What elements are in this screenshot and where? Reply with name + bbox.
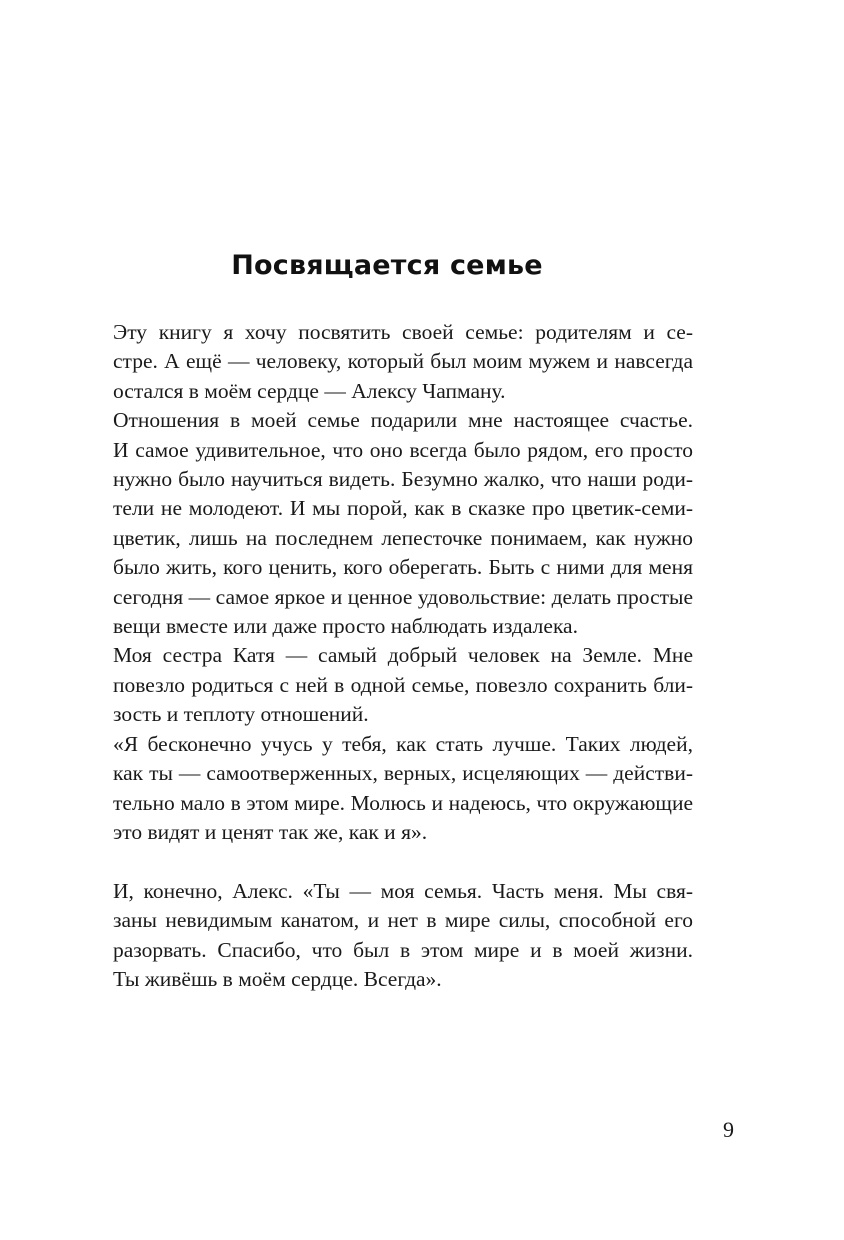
paragraph-sister xyxy=(83,641,693,729)
page-number: 9 xyxy=(723,1117,734,1142)
text-line: Ты живёшь в моём сердце. Всегда». xyxy=(113,966,442,991)
dedication-title: Посвящается семье xyxy=(231,250,543,281)
text-line: заны невидимым канатом, и нет в мире силы, способной его xyxy=(113,908,693,933)
text-line: стре. А ещё — человеку, который был моим мужем и навсегда xyxy=(113,349,693,374)
text-line: остался в моём сердце — Алексу Чапману. xyxy=(113,378,506,403)
text-line: было жить, кого ценить, кого оберегать. Быть с ними для меня xyxy=(113,555,693,580)
text-line: тели не молодеют. И мы порой, как в сказке про цветик-семи- xyxy=(113,496,693,521)
text-line: Моя сестра Катя — самый добрый человек на Земле. Мне xyxy=(113,643,693,668)
paragraph-alex xyxy=(83,877,693,995)
paragraph-relations xyxy=(83,406,693,641)
text-line: как ты — самоотверженных, верных, исцеляющих — действи- xyxy=(113,761,693,786)
text-line: цветик, лишь на последнем лепесточке понимаем, как нужно xyxy=(113,525,693,550)
text-line: Отношения в моей семье подарили мне настоящее счастье. xyxy=(113,408,693,433)
text-line: Эту книгу я хочу посвятить своей семье: родителям и се- xyxy=(113,320,693,344)
text-line: И, конечно, Алекс. «Ты — моя семья. Часть меня. Мы свя- xyxy=(113,878,693,903)
text-line: сегодня — самое яркое и ценное удовольствие: делать простые xyxy=(113,584,693,609)
text-line: это видят и ценят так же, как и я». xyxy=(113,819,428,844)
paragraph-family xyxy=(83,318,693,406)
text-line: зость и теплоту отношений. xyxy=(113,702,369,727)
text-line: «Я бесконечно учусь у тебя, как стать лучше. Таких людей, xyxy=(113,731,693,756)
paragraph-sister-quote xyxy=(83,730,693,848)
text-line: тельно мало в этом мире. Молюсь и надеюсь, что окружающие xyxy=(113,790,693,815)
text-line: разорвать. Спасибо, что был в этом мире и в моей жизни. xyxy=(113,937,693,962)
text-line: вещи вместе или даже просто наблюдать издалека. xyxy=(113,614,578,639)
text-line: И самое удивительное, что оно всегда было рядом, его просто xyxy=(113,437,693,462)
dedication-body xyxy=(83,318,693,994)
text-line: повезло родиться с ней в одной семье, повезло сохранить бли- xyxy=(113,672,693,697)
text-line: нужно было научиться видеть. Безумно жалко, что наши роди- xyxy=(113,467,693,492)
